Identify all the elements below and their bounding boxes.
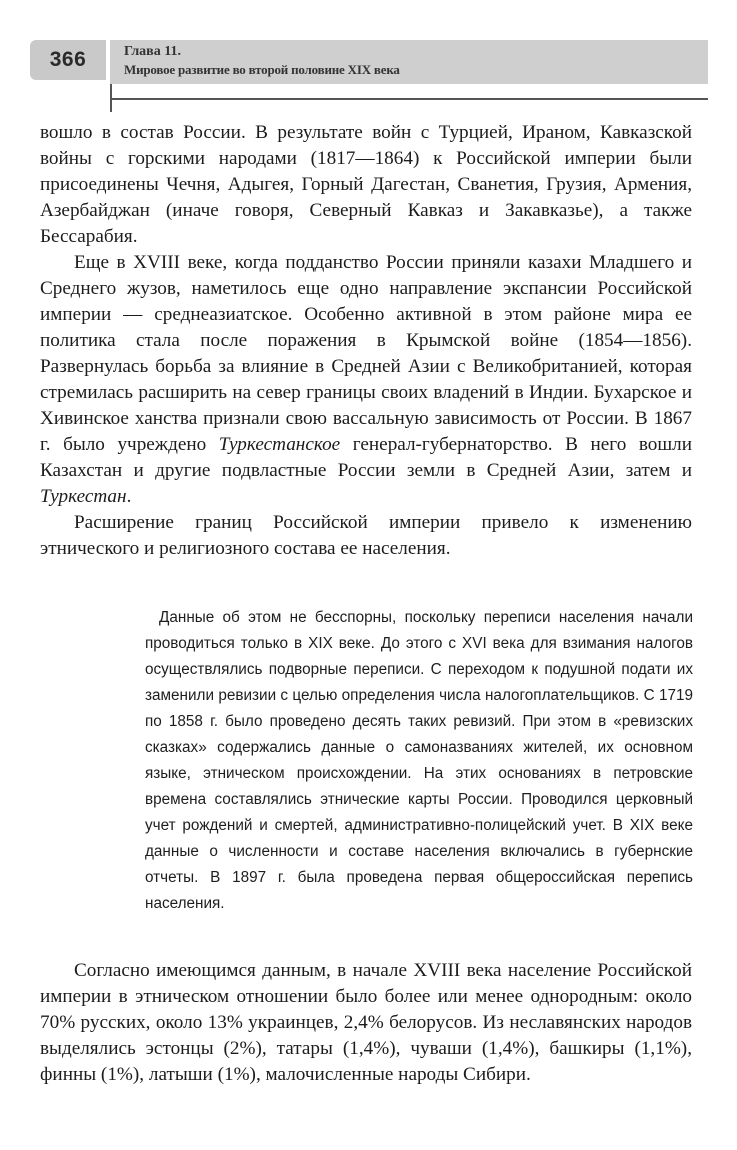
paragraph-2-part-a: Еще в XVIII веке, когда подданство России приняли казахи Младшего и Среднего жузов, наметилось еще одно направление экспансии Российской империи — среднеазиатское. Особенно активной в этом районе мира ее политика стала после поражения в Крымской войне (1854—1856). Развернулась борьба за влияние в Средней Азии с Великобританией, которая стремилась расширить на север границы своих владений в Индии. Бухарское и Хивинское ханства признали свою вассальную зависимость от России. В 1867 г. было учреждено	[40, 252, 692, 455]
note-block	[145, 605, 693, 917]
term-turkestan: Туркестан	[40, 486, 127, 507]
paragraph-2-part-c: .	[126, 486, 132, 507]
header-tick	[110, 84, 112, 112]
paragraph-2-part-b: генерал-губернаторство. В него вошли Казахстан и другие подвластные России земли в Средней Азии, затем и	[40, 434, 692, 481]
note-text: Данные об этом не бесспорны, поскольку переписи населения начали проводиться только в XIX веке. До этого с XVI века для взимания налогов осуществлялись подворные переписи. С переходом к подушной подати их заменили ревизии с целью определения числа налогоплательщиков. С 1719 по 1858 г. было проведено десять таких ревизий. При этом в «ревизских сказках» содержались данные о самоназваниях жителей, их основном языке, этническом происхождении. На этих основаниях в петровские времена составлялись этнические карты России. Проводился церковный учет рождений и смертей, административно-полицейский учет. В XIX веке данные о численности и составе населения включались в губернские отчеты. В 1897 г. была проведена первая общероссийская перепись населения.	[145, 609, 693, 912]
term-turkestan-gg: Туркестанское	[218, 434, 341, 455]
paragraph-1: вошло в состав России. В результате войн с Турцией, Ираном, Кавказской войны с горскими народами (1817—1864) к Российской империи были присоединены Чечня, Адыгея, Горный Дагестан, Сванетия, Грузия, Армения, Азербайджан (иначе говоря, Северный Кавказ и Закавказье), а также Бессарабия.	[40, 122, 692, 247]
chapter-label: Глава 11.	[124, 44, 181, 59]
paragraph-4: Согласно имеющимся данным, в начале XVIII века население Российской империи в этническом отношении было более или менее однородным: около 70% русских, около 13% украинцев, 2,4% белорусов. Из неславянских народов выделялись эстонцы (2%), татары (1,4%), чуваши (1,4%), башкиры (1,1%), финны (1%), латыши (1%), малочисленные народы Сибири.	[40, 960, 692, 1085]
main-text	[40, 120, 692, 562]
paragraph-2	[40, 250, 692, 510]
header-rule	[110, 98, 708, 100]
page-number: 366	[30, 40, 106, 80]
paragraph-3: Расширение границ Российской империи привело к изменению этнического и религиозного состава ее населения.	[40, 512, 692, 559]
chapter-title: Мировое развитие во второй половине XIX века	[124, 62, 400, 77]
page-header	[0, 0, 737, 110]
